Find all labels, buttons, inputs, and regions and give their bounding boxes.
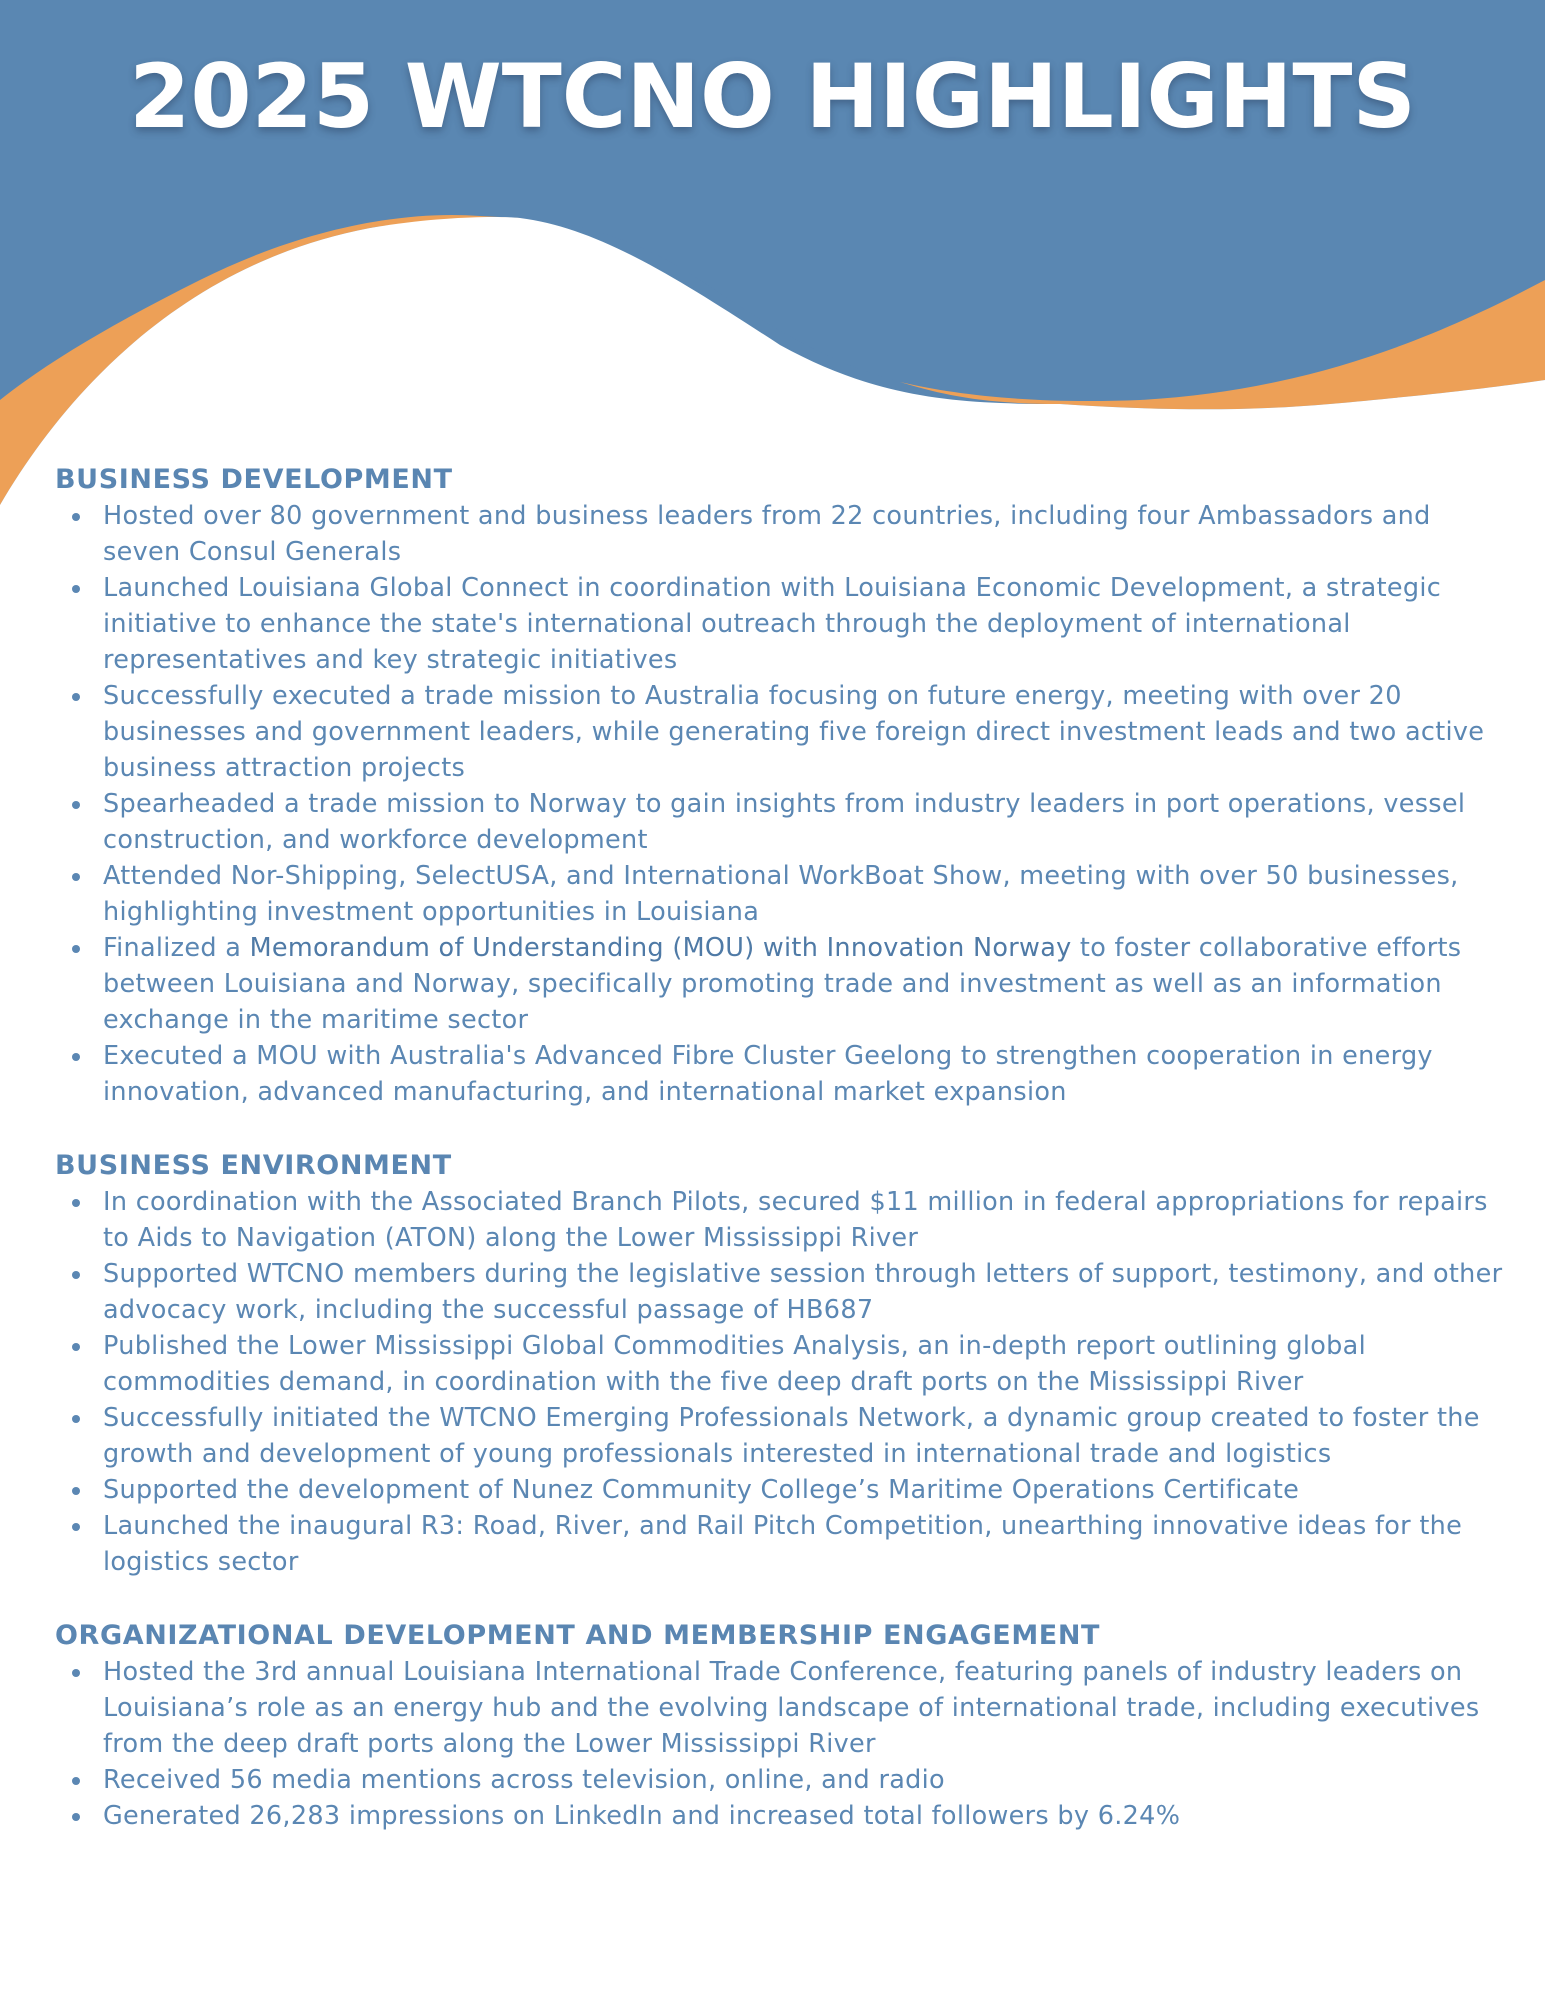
bullet-icon [72,1523,80,1531]
list-item [55,1038,1515,1110]
section-heading: BUSINESS ENVIRONMENT [55,1150,452,1181]
section-heading: BUSINESS DEVELOPMENT [55,464,453,495]
highlights-content [55,462,1515,1872]
bullet-icon [72,1199,80,1207]
bullet-icon [72,1813,80,1821]
list-item [55,1256,1515,1328]
list-item-text: Launched Louisiana Global Connect in coordination with Louisiana Economic Development, a strategic initiative to enhance the state's international outreach through the deployment of international representatives and key strategic initiatives [103,573,1442,675]
list-item [55,1508,1515,1580]
mou-innovation-norway-link[interactable]: Memorandum of Understanding (MOU) with Innovation Norway [249,933,1072,963]
bullet-list [55,1654,1515,1834]
bullet-icon [72,1669,80,1677]
section-business-environment [55,1148,1515,1580]
list-item [55,1472,1515,1508]
list-item-text: In coordination with the Associated Branch Pilots, secured $11 million in federal appropriations for repairs to Aids to Navigation (ATON) along the Lower Mississippi River [103,1187,1488,1253]
list-item [55,930,1515,1038]
list-item-prefix: Finalized a [103,933,250,963]
page-title: 2025 WTCNO HIGHLIGHTS [129,45,1416,148]
list-item-text: Successfully executed a trade mission to Australia focusing on future energy, meeting with over 20 businesses and government leaders, while generating five foreign direct investment leads and two active business attraction projects [103,681,1485,783]
bullet-icon [72,585,80,593]
bullet-icon [72,1487,80,1495]
list-item [55,498,1515,570]
bullet-icon [72,513,80,521]
list-item [55,1328,1515,1400]
list-item [55,858,1515,930]
list-item-text: Published the Lower Mississippi Global Commodities Analysis, an in-depth report outlining global commodities demand, in coordination with the five deep draft ports on the Mississippi River [103,1331,1366,1397]
list-item-text: Executed a MOU with Australia's Advanced Fibre Cluster Geelong to strengthen cooperation in energy innovation, advanced manufacturing, and international market expansion [103,1041,1433,1107]
list-item [55,1184,1515,1256]
list-item [55,1654,1515,1762]
bullet-icon [72,693,80,701]
list-item [55,570,1515,678]
bullet-icon [72,1053,80,1061]
list-item-text: Successfully initiated the WTCNO Emerging Professionals Network, a dynamic group created to foster the growth and development of young professionals interested in international trade and logistics [103,1403,1480,1469]
section-business-development [55,462,1515,1110]
section-organizational-development [55,1618,1515,1834]
list-item-text: Hosted the 3rd annual Louisiana International Trade Conference, featuring panels of industry leaders on Louisiana’s role as an energy hub and the evolving landscape of international trade, including executives from the deep draft ports along the Lower Mississippi River [103,1657,1480,1759]
list-item [55,1762,1515,1798]
list-item [55,1798,1515,1834]
bullet-icon [72,873,80,881]
section-heading: ORGANIZATIONAL DEVELOPMENT AND MEMBERSHIP ENGAGEMENT [55,1620,1101,1651]
list-item [55,678,1515,786]
list-item-text: Supported WTCNO members during the legislative session through letters of support, testimony, and other advocacy work, including the successful passage of HB687 [103,1259,1503,1325]
bullet-icon [72,1271,80,1279]
list-item-suffix: to foster collaborative efforts between Louisiana and Norway, specifically promoting trade and investment as well as an information exchange in the maritime sector [103,933,1462,1035]
bullet-icon [72,1343,80,1351]
bullet-icon [72,945,80,953]
list-item [55,1400,1515,1472]
list-item-text: Spearheaded a trade mission to Norway to gain insights from industry leaders in port operations, vessel construction, and workforce development [103,789,1466,855]
list-item-text: Attended Nor-Shipping, SelectUSA, and International WorkBoat Show, meeting with over 50 businesses, highlighting investment opportunities in Louisiana [103,861,1459,927]
bullet-list [55,498,1515,1110]
bullet-icon [72,801,80,809]
bullet-list [55,1184,1515,1580]
bullet-icon [72,1777,80,1785]
list-item-text: Received 56 media mentions across television, online, and radio [103,1765,945,1795]
list-item-text: Hosted over 80 government and business leaders from 22 countries, including four Ambassadors and seven Consul Generals [103,501,1431,567]
list-item [55,786,1515,858]
list-item-text: Generated 26,283 impressions on LinkedIn and increased total followers by 6.24% [103,1801,1181,1831]
list-item-text: Supported the development of Nunez Community College’s Maritime Operations Certificate [103,1475,1300,1505]
bullet-icon [72,1415,80,1423]
list-item-text: Launched the inaugural R3: Road, River, and Rail Pitch Competition, unearthing innovative ideas for the logistics sector [103,1511,1463,1577]
